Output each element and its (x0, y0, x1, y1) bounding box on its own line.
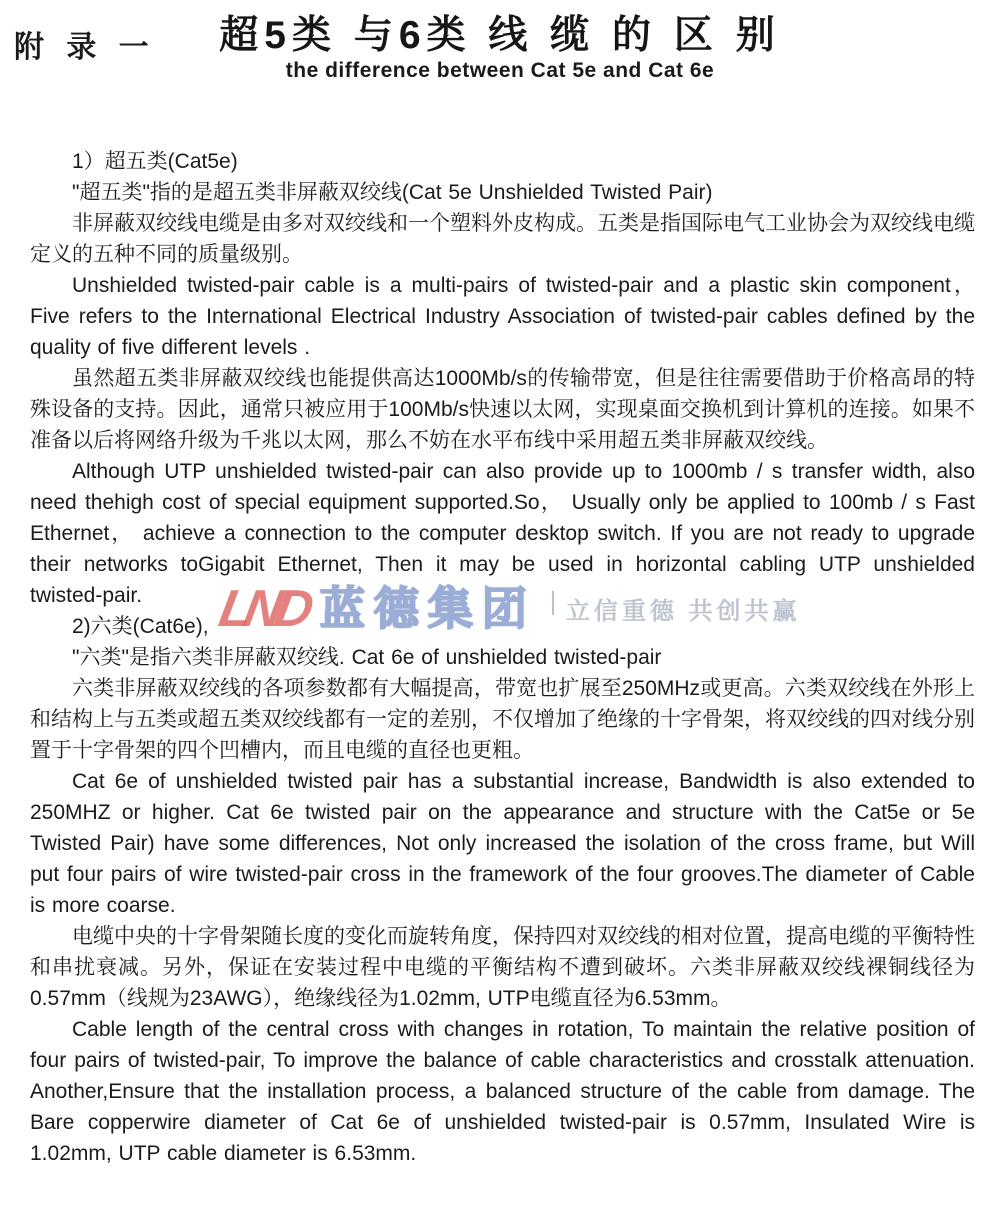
title-block (0, 14, 1000, 83)
watermark-logo: LND (214, 580, 311, 638)
watermark-company-name: 蓝德集团 (319, 583, 536, 634)
paragraph: Cable length of the central cross with changes in rotation, To maintain the relative position of four pairs of twisted-pair, To improve the balance of cable characteristics and crosstalk attenuation. Another,Ensure that the installation process, a balanced structure of the cable from damage. The Bare copperwire diameter of Cat 6e of unshielded twisted-pair is 0.57mm, Insulated Wire is 1.02mm, UTP cable diameter is 6.53mm. (30, 1018, 975, 1165)
appendix-label: 附 录 一 (14, 31, 156, 64)
paragraph-section1-heading: 1）超五类(Cat5e) (72, 150, 238, 173)
paragraph: Although UTP unshielded twisted-pair can also provide up to 1000mb / s transfer width, also need thehigh cost of special equipment supported.So， Usually only be applied to 100mb / s Fast Ethernet， achieve a connection to the computer desktop switch. If you are not ready to upgrade their networks toGigabit Ethernet, Then it may be used in horizontal cabling UTP unshielded twisted-pair. (30, 460, 975, 607)
page-subtitle: the difference between Cat 5e and Cat 6e (285, 59, 715, 82)
paragraph: 电缆中央的十字骨架随长度的变化而旋转角度，保持四对双绞线的相对位置，提高电缆的平衡特性和串扰衰减。另外，保证在安装过程中电缆的平衡结构不遭到破坏。六类非屏蔽双绞线裸铜线径为0.57mm（线规为23AWG），绝缘线径为1.02mm, UTP电缆直径为6.53mm。 (30, 925, 975, 1010)
page-title: 超5类 与6类 线 缆 的 区 别 (219, 14, 781, 57)
paragraph: 虽然超五类非屏蔽双绞线也能提供高达1000Mb/s的传输带宽，但是往往需要借助于价格高昂的特殊设备的支持。因此，通常只被应用于100Mb/s快速以太网，实现桌面交换机到计算机的连接。如果不准备以后将网络升级为千兆以太网，那么不妨在水平布线中采用超五类非屏蔽双绞线。 (30, 367, 975, 452)
document-body (30, 146, 975, 1169)
paragraph: 六类非屏蔽双绞线的各项参数都有大幅提高，带宽也扩展至250MHz或更高。六类双绞线在外形上和结构上与五类或超五类双绞线都有一定的差别，不仅增加了绝缘的十字骨架，将双绞线的四对线分别置于十字骨架的四个凹槽内，而且电缆的直径也更粗。 (30, 677, 975, 762)
watermark-slogan: 立信重德 共创共赢 (565, 598, 801, 625)
paragraph: Unshielded twisted-pair cable is a multi-pairs of twisted-pair and a plastic skin component， Five refers to the International Electrical Industry Association of twisted-pair cables defined by the quality of five different levels . (30, 274, 975, 359)
paragraph: Cat 6e of unshielded twisted pair has a substantial increase, Bandwidth is also extended to 250MHZ or higher. Cat 6e twisted pair on the appearance and structure with the Cat5e or 5e Twisted Pair) have some differences, Not only increased the isolation of the cross frame, but Will put four pairs of wire twisted-pair cross in the framework of the four grooves.The diameter of Cable is more coarse. (30, 770, 975, 917)
paragraph: "超五类"指的是超五类非屏蔽双绞线(Cat 5e Unshielded Twisted Pair) (72, 181, 713, 204)
paragraph: "六类"是指六类非屏蔽双绞线. Cat 6e of unshielded twisted-pair (72, 646, 662, 669)
paragraph: 非屏蔽双绞线电缆是由多对双绞线和一个塑料外皮构成。五类是指国际电气工业协会为双绞线电缆定义的五种不同的质量级别。 (30, 212, 975, 266)
paragraph-section2-heading: 2)六类(Cat6e), (72, 615, 209, 638)
